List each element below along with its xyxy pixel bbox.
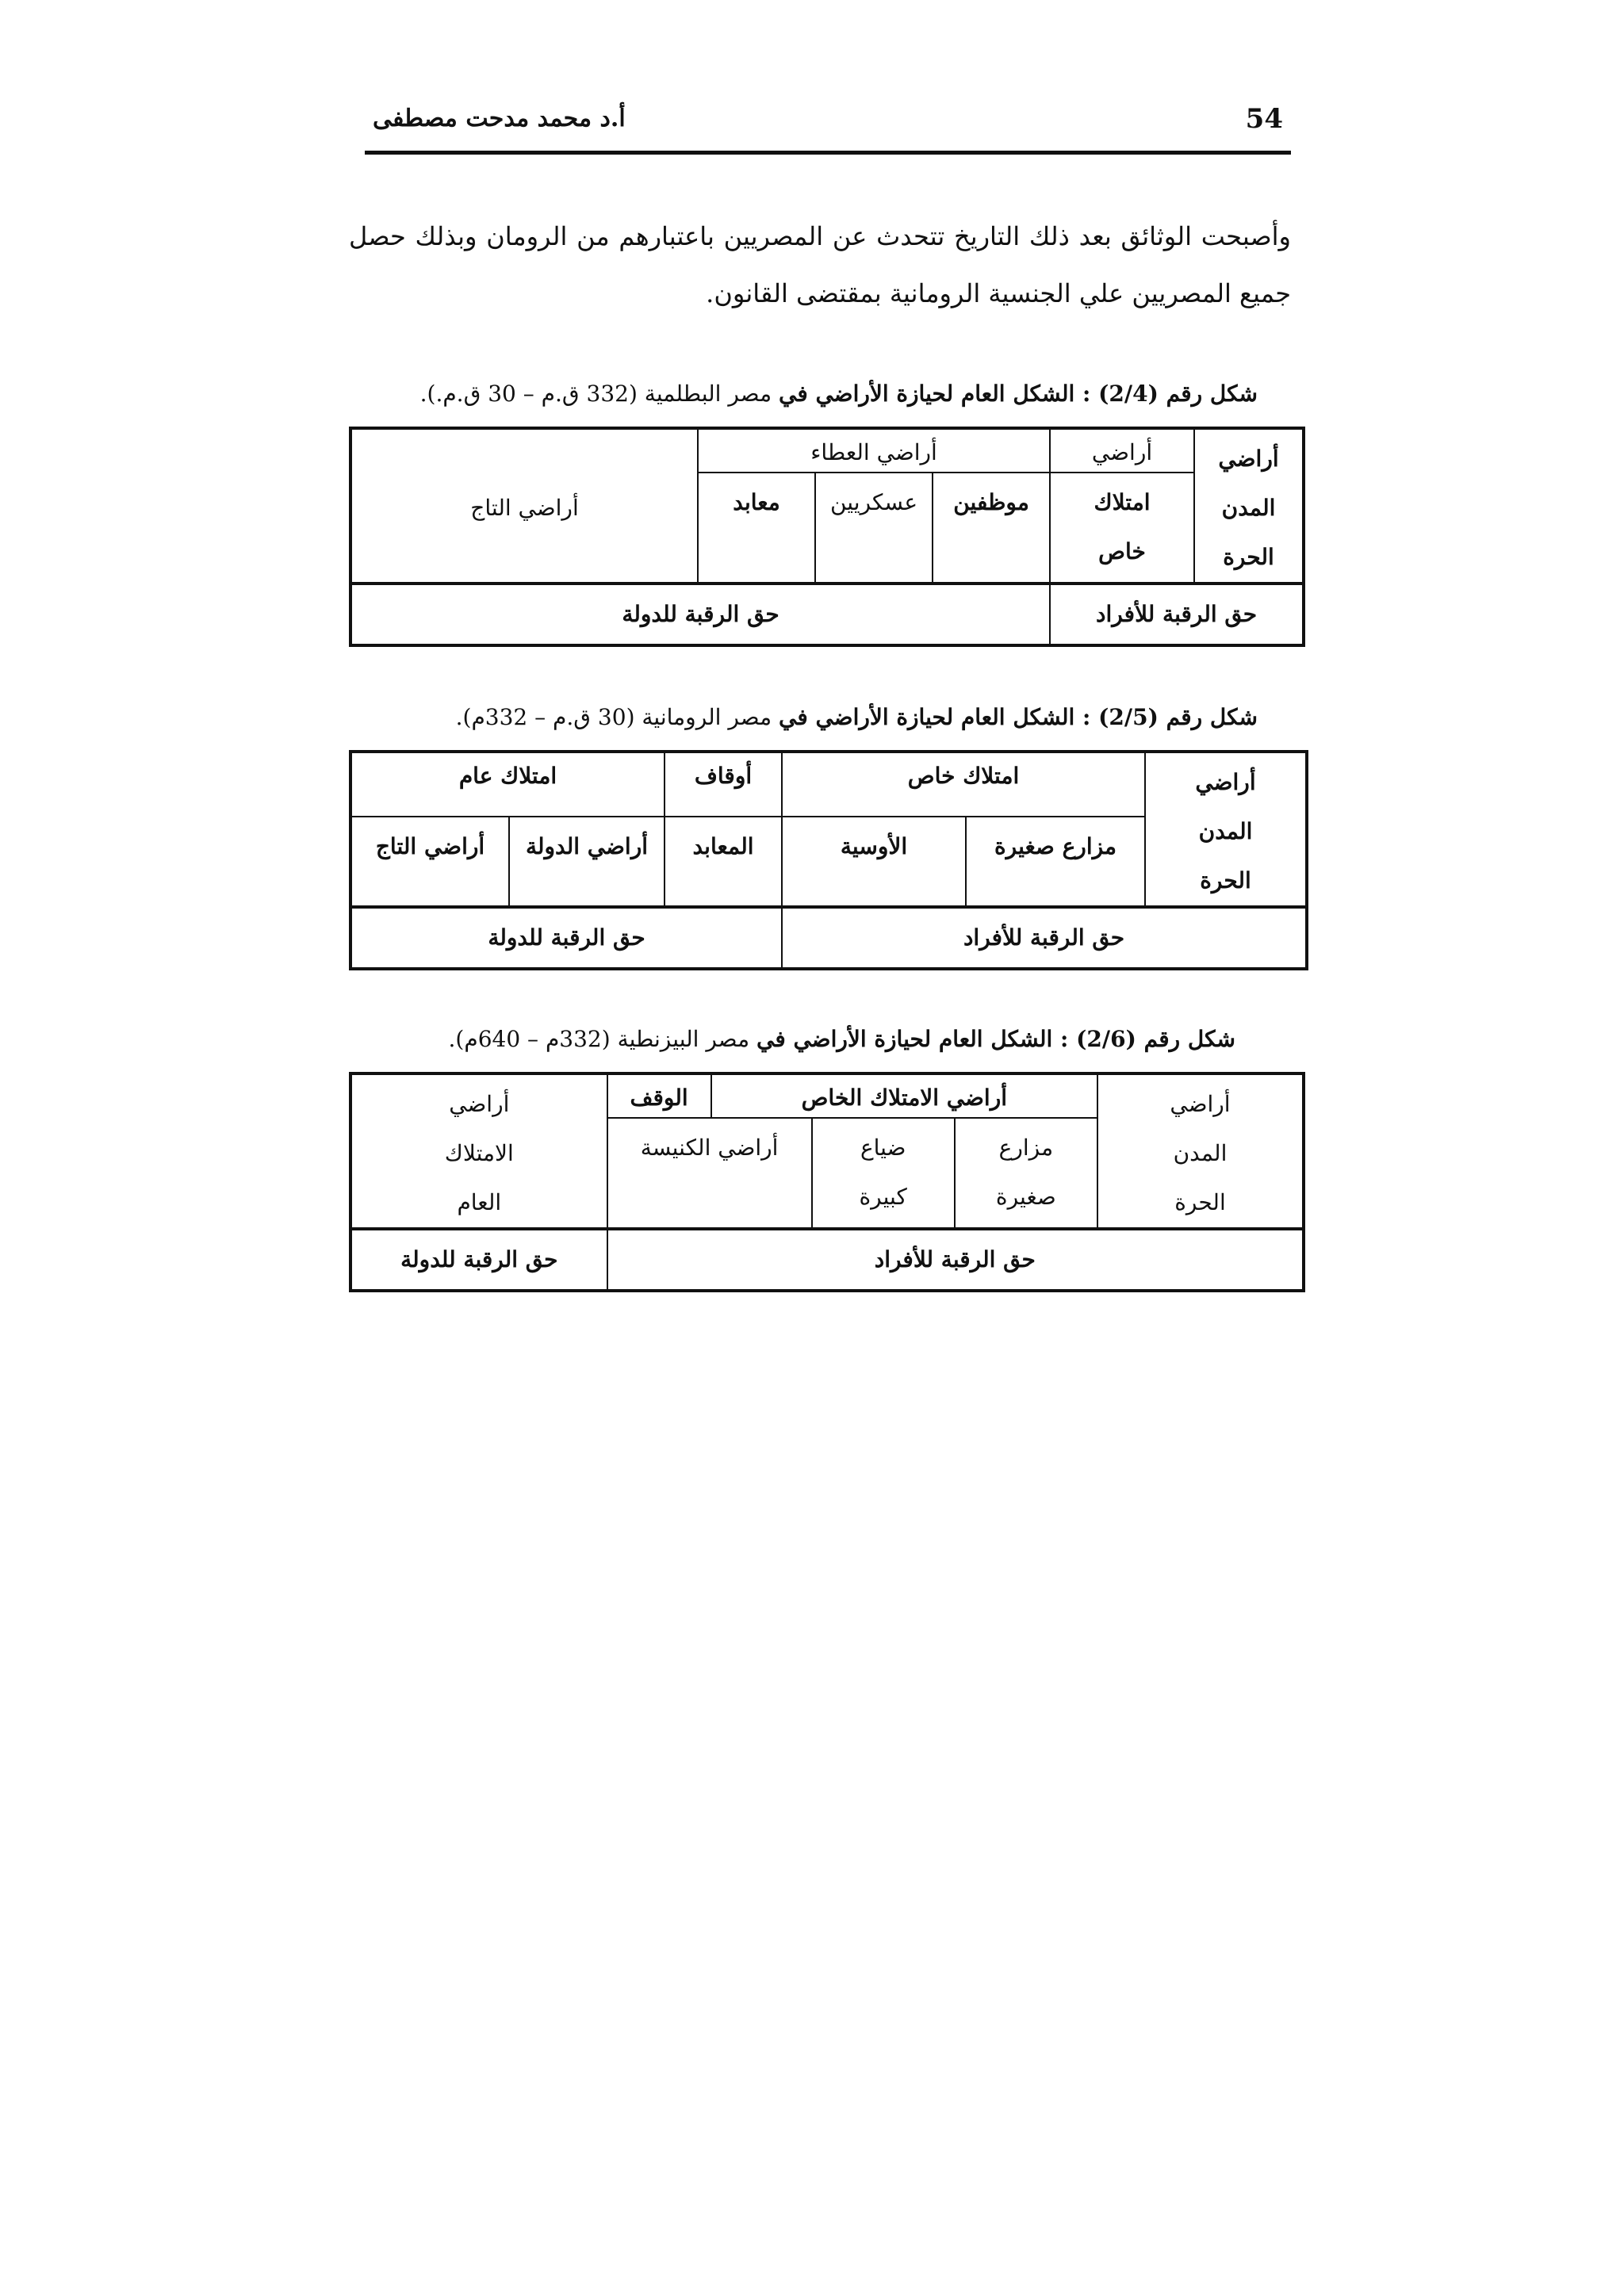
free-cities-cell (1097, 1073, 1304, 1229)
rights-state-cell: حق الرقبة للدولة (350, 1229, 607, 1291)
ousia-cell: الأوسية (782, 817, 966, 907)
page-header (365, 103, 1291, 151)
private-ownership-line-1: امتلاك (1094, 488, 1151, 515)
free-cities-line-2: المدن (1221, 495, 1276, 521)
figure-2-4-table (349, 427, 1305, 647)
free-cities-line-3: الحرة (1174, 1189, 1226, 1215)
figure-2-4-caption-bold: شكل رقم (2/4) : الشكل العام لحيازة الأراضي في (778, 381, 1258, 407)
figure-2-4-caption-rest: مصر البطلمية (332 ق.م – 30 ق.م.). (419, 381, 779, 407)
private-ownership-cell (1050, 473, 1194, 584)
large-estates-line-1: ضياع (860, 1134, 906, 1161)
state-lands-cell: أراضي الدولة (509, 817, 665, 907)
figure-2-5-table (349, 750, 1308, 970)
temples-cell: معابد (698, 473, 815, 584)
free-cities-line-3: الحرة (1223, 544, 1274, 570)
endowments-header: أوقاف (665, 752, 782, 817)
figure-2-6-caption-rest: مصر البيزنطية (332م – 640م). (448, 1026, 756, 1052)
free-cities-line-1: أراضي (1218, 446, 1279, 472)
rights-individuals-cell: حق الرقبة للأفراد (607, 1229, 1304, 1291)
small-farms-cell (955, 1118, 1097, 1229)
page-number: 54 (1245, 103, 1283, 135)
rights-individuals-cell: حق الرقبة للأفراد (782, 907, 1307, 969)
crown-lands-cell: أراضي التاج (350, 817, 509, 907)
soldiers-cell: عسكريين (815, 473, 933, 584)
figure-2-6-table (349, 1072, 1305, 1292)
public-lands-line-2: الامتلاك (444, 1140, 514, 1166)
temples-cell: المعابد (665, 817, 782, 907)
free-cities-cell (1194, 428, 1304, 584)
public-ownership-header: امتلاك عام (350, 752, 665, 817)
church-lands-cell: أراضي الكنيسة (607, 1118, 812, 1229)
crown-lands-cell: أراضي التاج (350, 428, 698, 584)
figure-2-4-caption (420, 381, 1258, 407)
grant-lands-header: أراضي العطاء (698, 428, 1050, 473)
private-lands-header: أراضي الامتلاك الخاص (711, 1073, 1097, 1118)
public-lands-cell (350, 1073, 607, 1229)
small-farms-line-2: صغيرة (995, 1183, 1056, 1210)
small-farms-line-1: مزارع (998, 1134, 1054, 1161)
author-name: أ.د محمد مدحت مصطفى (373, 105, 626, 132)
free-cities-line-2: المدن (1198, 818, 1253, 844)
private-lands-header: أراضي (1050, 428, 1194, 473)
free-cities-line-2: المدن (1173, 1140, 1228, 1166)
figure-2-5-caption-bold: شكل رقم (2/5) : الشكل العام لحيازة الأراضي في (778, 704, 1258, 730)
public-lands-line-1: أراضي (449, 1091, 510, 1117)
public-lands-line-3: العام (457, 1189, 502, 1215)
figure-2-6-caption (449, 1026, 1235, 1052)
rights-state-cell: حق الرقبة للدولة (350, 907, 782, 969)
private-ownership-header: امتلاك خاص (782, 752, 1145, 817)
large-estates-line-2: كبيرة (859, 1183, 907, 1210)
waqf-header: الوقف (607, 1073, 711, 1118)
figure-2-5-caption-rest: مصر الرومانية (30 ق.م – 332م). (455, 704, 779, 730)
officials-cell: موظفين (933, 473, 1050, 584)
free-cities-line-3: الحرة (1200, 867, 1251, 894)
body-paragraph: وأصبحت الوثائق بعد ذلك التاريخ تتحدث عن المصريين باعتبارهم من الرومان وبذلك حصل جميع المصريين علي الجنسية الرومانية بمقتضى القانون. (349, 221, 1291, 308)
rights-individuals-cell: حق الرقبة للأفراد (1050, 584, 1304, 645)
free-cities-line-1: أراضي (1170, 1091, 1231, 1117)
free-cities-line-1: أراضي (1195, 769, 1256, 795)
small-farms-cell: مزارع صغيرة (966, 817, 1145, 907)
large-estates-cell (812, 1118, 955, 1229)
rights-state-cell: حق الرقبة للدولة (350, 584, 1050, 645)
figure-2-6-caption-bold: شكل رقم (2/6) : الشكل العام لحيازة الأراضي في (756, 1026, 1235, 1052)
header-rule (365, 151, 1291, 155)
figure-2-5-caption (456, 704, 1258, 730)
private-ownership-line-2: خاص (1098, 538, 1146, 564)
free-cities-cell (1145, 752, 1307, 907)
